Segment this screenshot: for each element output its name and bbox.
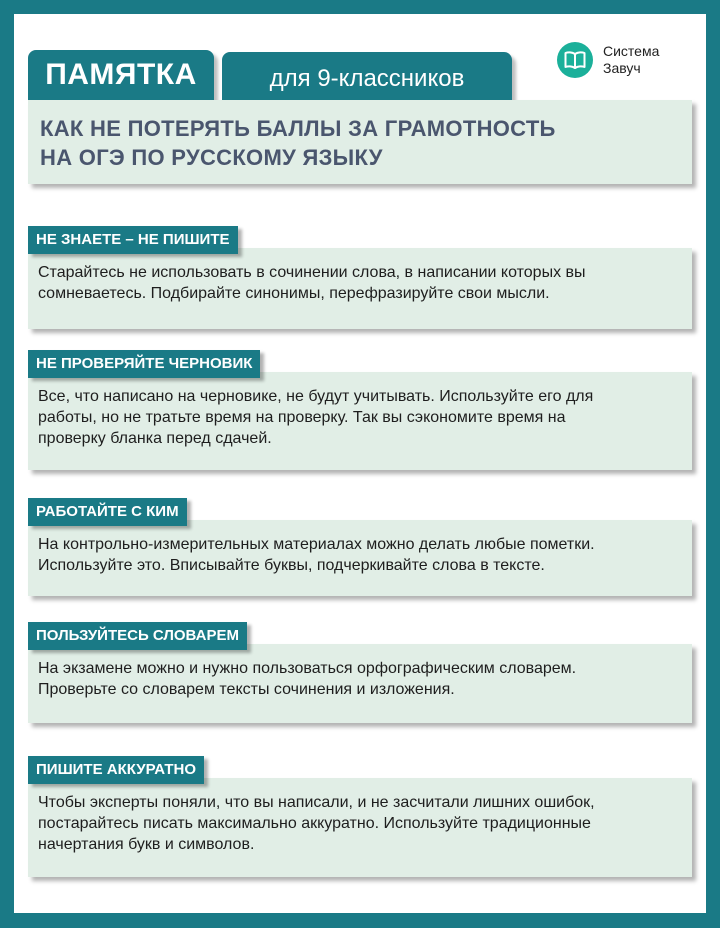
tip-heading: НЕ ПРОВЕРЯЙТЕ ЧЕРНОВИК bbox=[28, 350, 260, 378]
tip-text-line: Проверьте со словарем тексты сочинения и изложения. bbox=[38, 681, 455, 698]
tip-text bbox=[28, 248, 692, 329]
logo-text-line1: Система bbox=[603, 43, 660, 59]
memo-page bbox=[14, 14, 706, 913]
open-book-icon bbox=[557, 42, 593, 78]
tip-text-line: постарайтесь писать максимально аккуратно. Используйте традиционные bbox=[38, 815, 591, 832]
tip-text-line: Чтобы эксперты поняли, что вы написали, и не засчитали лишних ошибок, bbox=[38, 794, 595, 811]
tip-heading: ПОЛЬЗУЙТЕСЬ СЛОВАРЕМ bbox=[28, 622, 247, 650]
tip-text-line: сомневаетесь. Подбирайте синонимы, перефразируйте свои мысли. bbox=[38, 285, 550, 302]
tip-text-line: Используйте это. Вписывайте буквы, подчеркивайте слова в тексте. bbox=[38, 557, 545, 574]
page-title-line2: НА ОГЭ ПО РУССКОМУ ЯЗЫКУ bbox=[40, 145, 383, 170]
tip-text-line: На контрольно-измерительных материалах можно делать любые пометки. bbox=[38, 536, 595, 553]
tip-heading: НЕ ЗНАЕТЕ – НЕ ПИШИТЕ bbox=[28, 226, 238, 254]
tip-text bbox=[28, 644, 692, 723]
tip-text bbox=[28, 520, 692, 596]
tip-text-line: начертания букв и символов. bbox=[38, 836, 255, 853]
tip-text-line: Все, что написано на черновике, не будут учитывать. Используйте его для bbox=[38, 388, 594, 405]
audience-tag: для 9-классников bbox=[222, 52, 512, 100]
tip-text-line: Старайтесь не использовать в сочинении слова, в написании которых вы bbox=[38, 264, 586, 281]
tip-text-line: проверку бланка перед сдачей. bbox=[38, 430, 272, 447]
tip-heading: РАБОТАЙТЕ С КИМ bbox=[28, 498, 187, 526]
memo-tag: ПАМЯТКА bbox=[28, 50, 214, 100]
tip-text bbox=[28, 778, 692, 877]
sistema-zavuch-logo bbox=[557, 42, 659, 78]
tip-text-line: На экзамене можно и нужно пользоваться орфографическим словарем. bbox=[38, 660, 577, 677]
tip-text-line: работы, но не тратьте время на проверку. Так вы сэкономите время на bbox=[38, 409, 566, 426]
page-title-box bbox=[28, 100, 692, 184]
tip-text bbox=[28, 372, 692, 470]
page-title-line1: КАК НЕ ПОТЕРЯТЬ БАЛЛЫ ЗА ГРАМОТНОСТЬ bbox=[40, 116, 556, 141]
tip-heading: ПИШИТЕ АККУРАТНО bbox=[28, 756, 204, 784]
logo-text-line2: Завуч bbox=[603, 60, 641, 76]
